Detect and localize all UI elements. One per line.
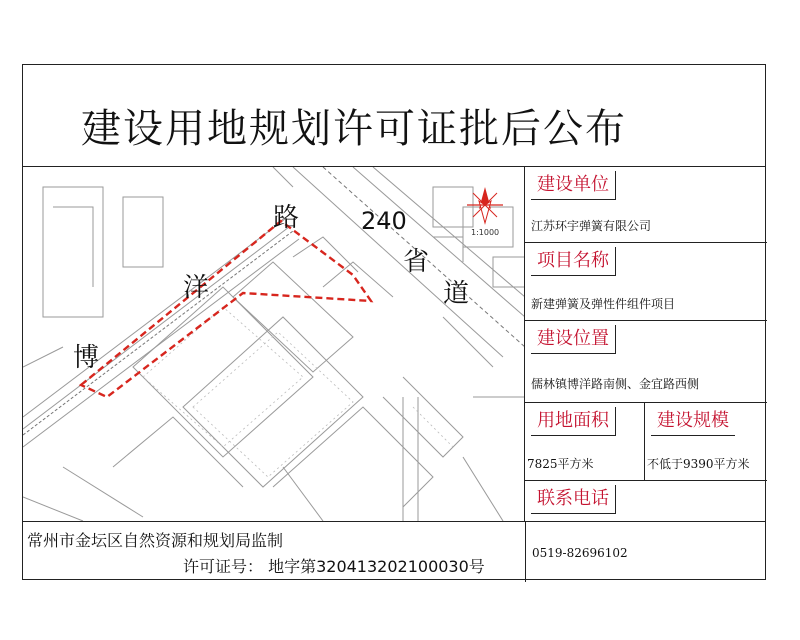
builder-label: 建设单位 [531,171,616,200]
area-cell [525,403,645,481]
road-label-240: 240 [361,207,407,235]
project-value: 新建弹簧及弹性件组件项目 [531,297,676,311]
title-banner [23,65,765,167]
site-map [23,167,525,521]
scale-label: 建设规模 [651,407,735,436]
area-scale-row [525,403,767,481]
road-label-sheng: 省 [403,247,430,277]
location-row [525,321,767,403]
notice-board [22,64,766,580]
builder-row [525,167,767,243]
map-scale: 1:1000 [471,228,500,237]
scale-cell [645,403,767,481]
page-title: 建设用地规划许可证批后公布 [81,106,627,152]
road-label-bo: 博 [73,343,100,373]
location-value: 儒林镇博洋路南侧、金宜路西侧 [531,377,700,391]
location-label: 建设位置 [531,325,616,354]
project-row [525,243,767,321]
area-label: 用地面积 [531,407,616,436]
north-arrow-icon [467,187,503,223]
footer [23,521,765,582]
scale-value: 不低于9390平方米 [647,457,750,471]
info-panel [525,167,767,521]
monitor-text: 常州市金坛区自然资源和规划局监制 [27,531,284,550]
builder-value: 江苏环宇弹簧有限公司 [531,219,652,233]
area-value: 7825平方米 [527,457,594,471]
contact-label: 联系电话 [531,485,616,514]
road-label-yang: 洋 [183,273,210,303]
road-label-lu: 路 [273,203,300,233]
contact-value-cell [525,522,768,582]
contact-value: 0519-82696102 [532,546,628,560]
project-label: 项目名称 [531,247,616,276]
contact-row [525,481,767,521]
road-label-dao: 道 [443,279,470,309]
permit-number: 许可证号： 地字第320413202100030号 [183,557,485,576]
